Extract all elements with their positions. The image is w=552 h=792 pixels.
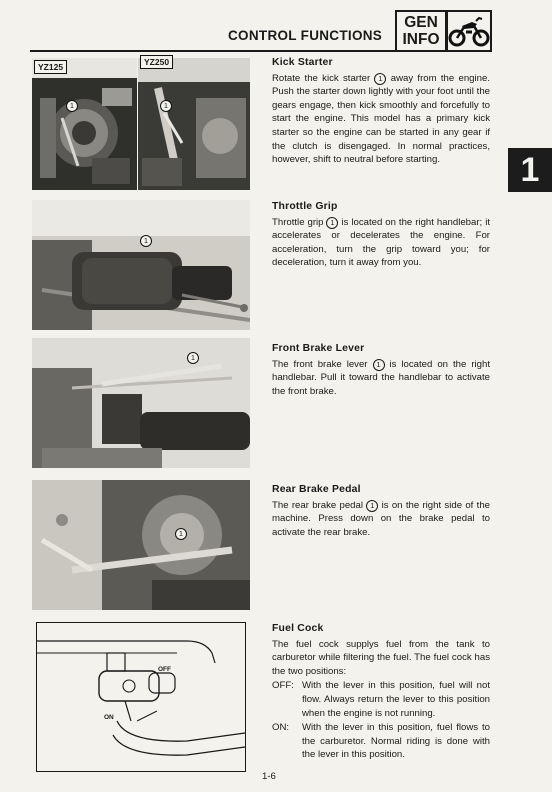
fuel-cock-option-off (272, 679, 490, 720)
kick-starter-photo-yz250 (138, 58, 250, 190)
kick-starter-title: Kick Starter (272, 57, 333, 68)
throttle-grip-body: Throttle grip 1 is located on the right handlebar; it accelerates or decelerates the engine. For acceleration, turn the grip toward you; for deceleration, turn it away from you. (272, 216, 490, 269)
section-badge-line1: GEN (404, 14, 438, 31)
photo-callout: 1 (160, 100, 172, 112)
rear-brake-pedal-section (272, 483, 490, 539)
fuel-cock-body: The fuel cock supplys fuel from the tank to carburetor while filtering the fuel. The fuel cock has the two positions: (272, 638, 490, 677)
photo-callout: 1 (66, 100, 78, 112)
option-key: ON: (272, 722, 290, 734)
rear-brake-pedal-photo (32, 480, 250, 610)
front-brake-lever-body: The front brake lever 1 is located on the right handlebar. Pull it toward the handlebar to activate the front brake. (272, 358, 490, 397)
fuel-cock-title: Fuel Cock (272, 623, 324, 634)
option-text: With the lever in this position, fuel will not flow. Always return the lever to this position when the engine is not running. (302, 680, 490, 719)
callout-marker: 1 (326, 217, 338, 229)
front-brake-lever-photo (32, 338, 250, 468)
option-text: With the lever in this position, fuel flows to the carburetor. Normal riding is done with the lever in this position. (302, 722, 490, 761)
fuel-cock-diagram (36, 622, 246, 772)
photo-callout: 1 (187, 352, 199, 364)
section-badge (395, 10, 447, 52)
motorcycle-icon (448, 12, 490, 50)
front-brake-lever-title: Front Brake Lever (272, 343, 365, 354)
photo-callout: 1 (140, 235, 152, 247)
callout-marker: 1 (373, 359, 385, 371)
kick-starter-section (272, 56, 490, 167)
section-badge-line2: INFO (402, 31, 440, 48)
chapter-tab: 1 (508, 148, 552, 192)
page-number: 1-6 (262, 771, 276, 782)
rear-brake-pedal-title: Rear Brake Pedal (272, 484, 361, 495)
kick-starter-photo-yz125 (32, 58, 137, 190)
fuel-cock-option-on (272, 721, 490, 762)
option-key: OFF: (272, 680, 294, 692)
kick-starter-body: Rotate the kick starter 1 away from the engine. Push the starter down lightly with your foot until the gears engage, then kick smoothly and forcefully to start the engine. This model has a primary kick starter so the engine can be started in any gear if the clutch is disengaged. In normal practices, however, shift to neutral before starting. (272, 72, 490, 166)
model-label-yz125: YZ125 (34, 60, 67, 74)
fuel-cock-on-label: ON (104, 714, 114, 721)
rear-brake-pedal-body: The rear brake pedal 1 is on the right side of the machine. Press down on the brake pedal to activate the rear brake. (272, 499, 490, 538)
front-brake-lever-section (272, 342, 490, 398)
model-label-yz250: YZ250 (140, 55, 173, 69)
fuel-cock-off-label: OFF (158, 666, 171, 673)
page-title: CONTROL FUNCTIONS (228, 28, 383, 43)
throttle-grip-title: Throttle Grip (272, 201, 338, 212)
callout-marker: 1 (374, 73, 386, 85)
throttle-grip-section (272, 200, 490, 270)
photo-callout: 1 (175, 528, 187, 540)
callout-marker: 1 (366, 500, 378, 512)
throttle-grip-photo (32, 200, 250, 330)
fuel-cock-section (272, 622, 490, 762)
motorcycle-icon-box (446, 10, 492, 52)
